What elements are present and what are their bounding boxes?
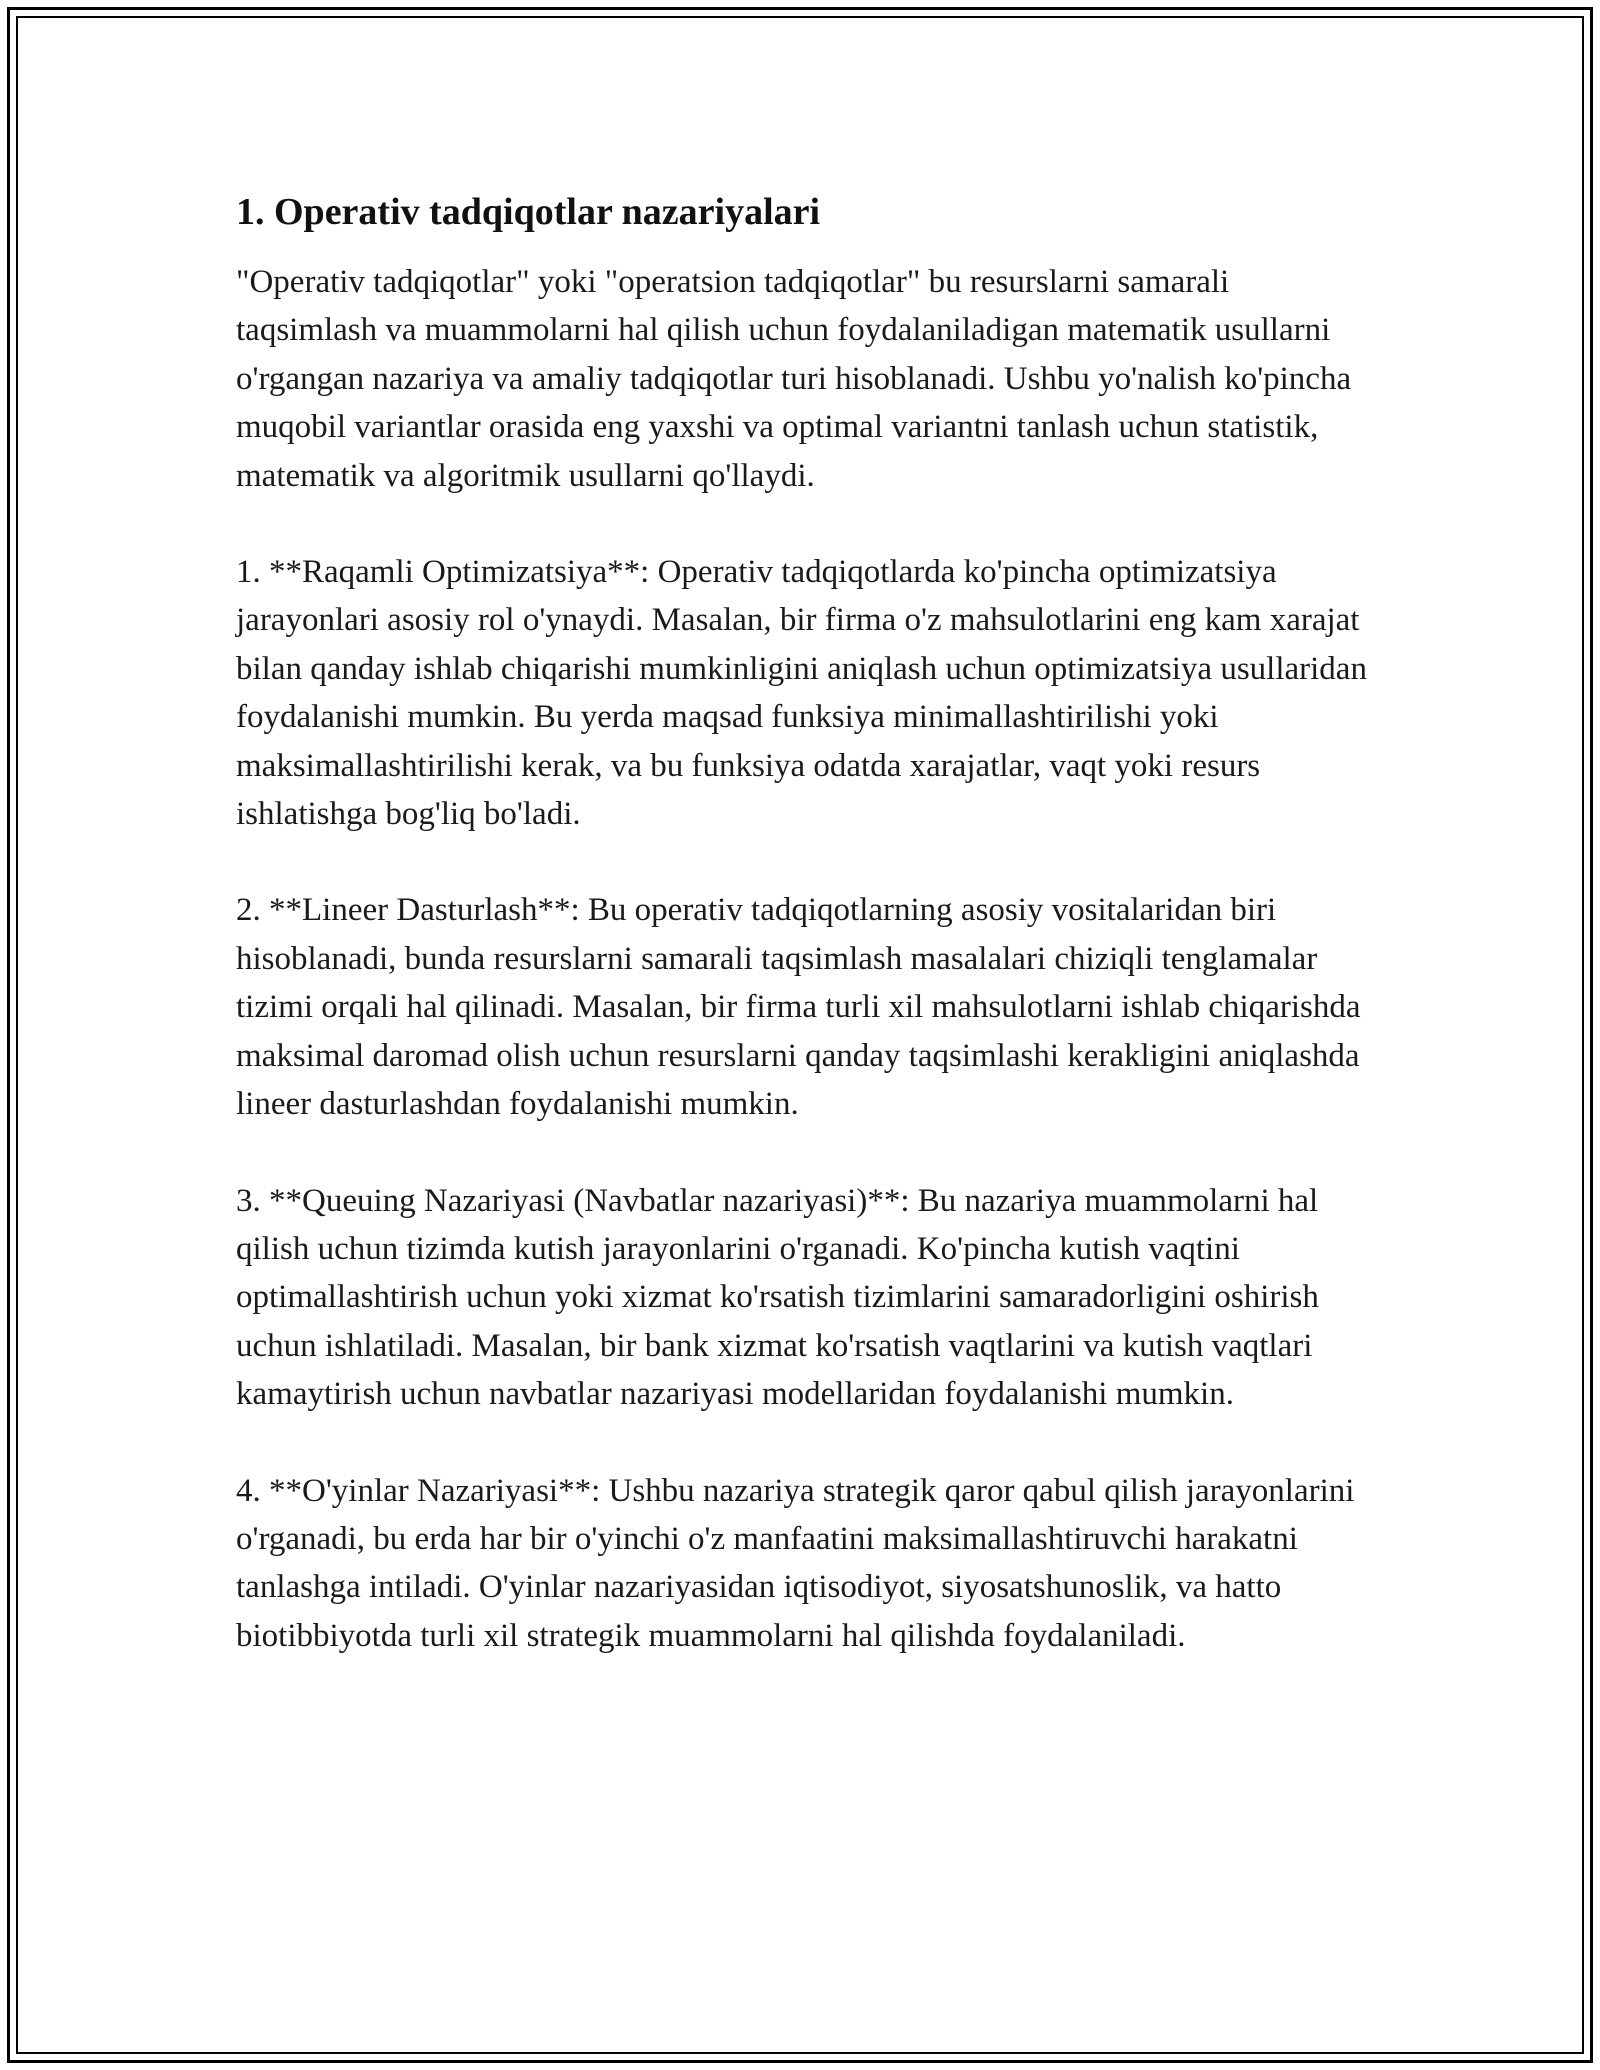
intro-paragraph: "Operativ tadqiqotlar" yoki "operatsion tadqiqotlar" bu resurslarni samarali taqsimlash va muammolarni hal qilish uchun foydalaniladigan matematik usullarni o'rgangan nazariya va amaliy tadqiqotlar turi hisoblanadi. Ushbu yo'nalish ko'pincha muqobil variantlar orasida eng yaxshi va optimal variantni tanlash uchun statistik, matematik va algoritmik usullarni qo'llaydi.: [236, 264, 1352, 494]
document-body: [236, 186, 1376, 1708]
paragraph-linear-programming: 2. **Lineer Dasturlash**: Bu operativ tadqiqotlarning asosiy vositalaridan biri hisoblanadi, bunda resurslarni samarali taqsimlash masalalari chiziqli tenglamalar tizimi orqali hal qilinadi. Masalan, bir firma turli xil mahsulotlarni ishlab chiqarishda maksimal daromad olish uchun resurslarni qanday taqsimlashi kerakligini aniqlashda lineer dasturlashdan foydalanishi mumkin.: [236, 892, 1361, 1123]
paragraph-game-theory: 4. **O'yinlar Nazariyasi**: Ushbu nazariya strategik qaror qabul qilish jarayonlarini o'rganadi, bu erda har bir o'yinchi o'z manfaatini maksimallashtiruvchi harakatni tanlashga intiladi. O'yinlar nazariyasidan iqtisodiyot, siyosatshunoslik, va hatto biotibbiyotda turli xil strategik muammolarni hal qilishda foydalaniladi.: [236, 1472, 1355, 1654]
section-heading: 1. Operativ tadqiqotlar nazariyalari: [236, 191, 821, 233]
paragraph-queuing-theory: 3. **Queuing Nazariyasi (Navbatlar nazariyasi)**: Bu nazariya muammolarni hal qilish uchun tizimda kutish jarayonlarini o'rganadi. Ko'pincha kutish vaqtini optimallashtirish uchun yoki xizmat ko'rsatish tizimlarini samaradorligini oshirish uchun ishlatiladi. Masalan, bir bank xizmat ko'rsatish vaqtlarini va kutish vaqtlari kamaytirish uchun navbatlar nazariyasi modellaridan foydalanishi mumkin.: [236, 1182, 1319, 1413]
paragraph-numerical-optimization: 1. **Raqamli Optimizatsiya**: Operativ tadqiqotlarda ko'pincha optimizatsiya jarayonlari asosiy rol o'ynaydi. Masalan, bir firma o'z mahsulotlarini eng kam xarajat bilan qanday ishlab chiqarishi mumkinligini aniqlash uchun optimizatsiya usullaridan foydalanishi mumkin. Bu yerda maqsad funksiya minimallashtirilishi yoki maksimallashtirilishi kerak, va bu funksiya odatda xarajatlar, vaqt yoki resurs ishlatishga bog'liq bo'ladi.: [236, 554, 1367, 833]
